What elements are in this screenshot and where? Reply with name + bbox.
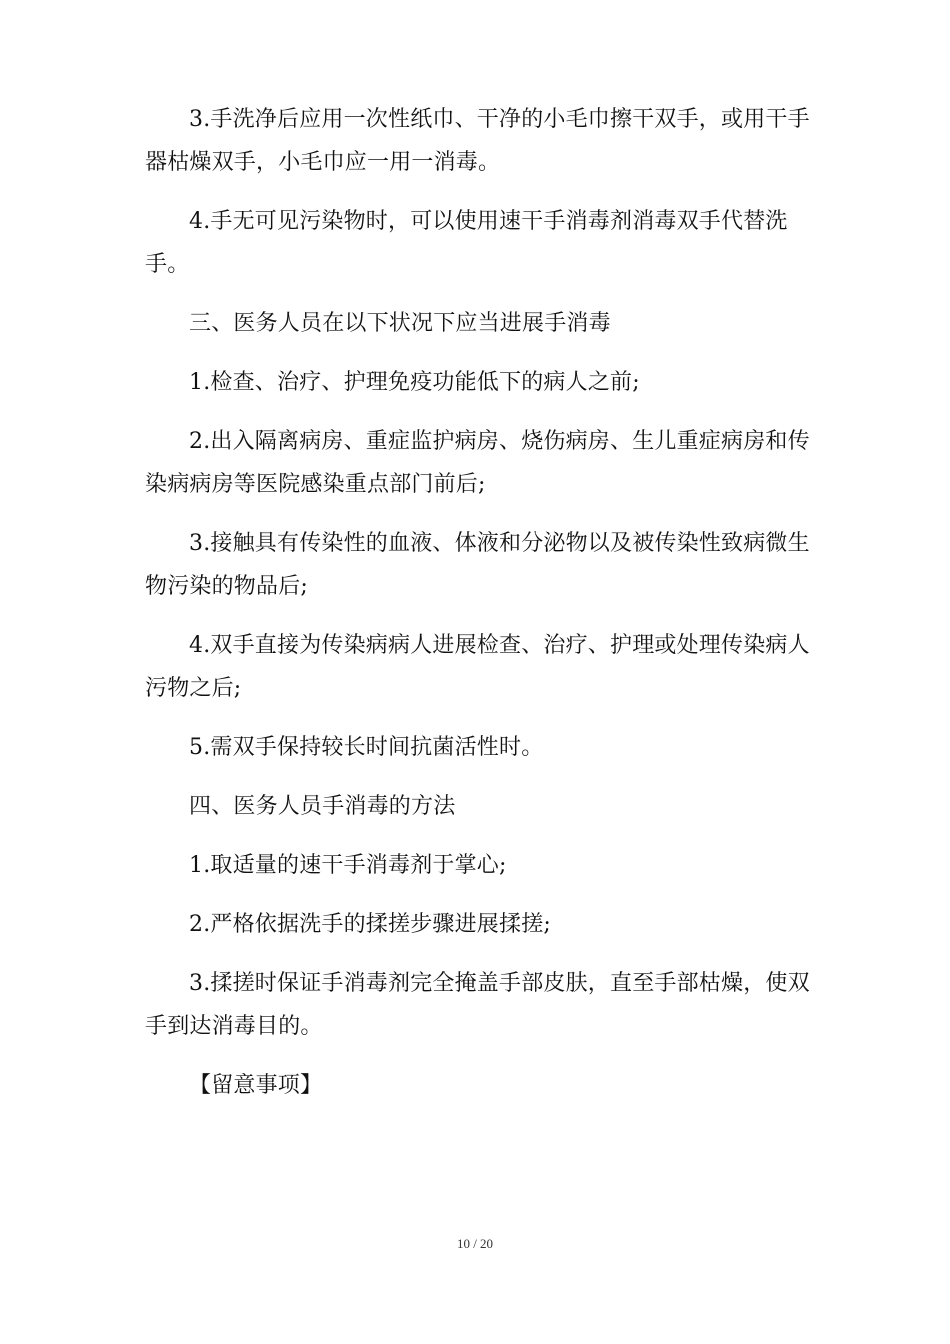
paragraph-dry-hands: 3.手洗净后应用一次性纸巾、干净的小毛巾擦干双手，或用干手器枯燥双手，小毛巾应一用一消毒。 <box>145 107 810 175</box>
paragraph-quick-dry-disinfectant: 4.手无可见污染物时，可以使用速干手消毒剂消毒双手代替洗手。 <box>145 209 788 277</box>
list-item-long-antibacterial: 5.需双手保持较长时间抗菌活性时。 <box>189 735 544 760</box>
list-item-before-immunocompromised: 1.检查、治疗、护理免疫功能低下的病人之前; <box>189 370 640 395</box>
list-item-isolation-wards: 2.出入隔离病房、重症监护病房、烧伤病房、生儿重症病房和传染病病房等医院感染重点部门前后; <box>145 429 810 497</box>
section-heading-disinfection-method: 四、医务人员手消毒的方法 <box>189 794 456 819</box>
document-body <box>145 98 815 1107</box>
list-item-contact-infectious-fluids: 3.接触具有传染性的血液、体液和分泌物以及被传染性致病微生物污染的物品后; <box>145 531 810 599</box>
section-heading-when-to-disinfect: 三、医务人员在以下状况下应当进展手消毒 <box>189 311 611 336</box>
list-item-after-treating-patients: 4.双手直接为传染病病人进展检查、治疗、护理或处理传染病人污物之后; <box>145 633 810 701</box>
list-item-rubbing-steps: 2.严格依据洗手的揉搓步骤进展揉搓; <box>189 912 552 937</box>
page-number: 10 / 20 <box>456 1236 494 1251</box>
section-heading-notes: 【留意事项】 <box>189 1073 323 1098</box>
list-item-take-disinfectant: 1.取适量的速干手消毒剂于掌心; <box>189 853 507 878</box>
list-item-cover-skin: 3.揉搓时保证手消毒剂完全掩盖手部皮肤，直至手部枯燥，使双手到达消毒目的。 <box>145 971 810 1039</box>
